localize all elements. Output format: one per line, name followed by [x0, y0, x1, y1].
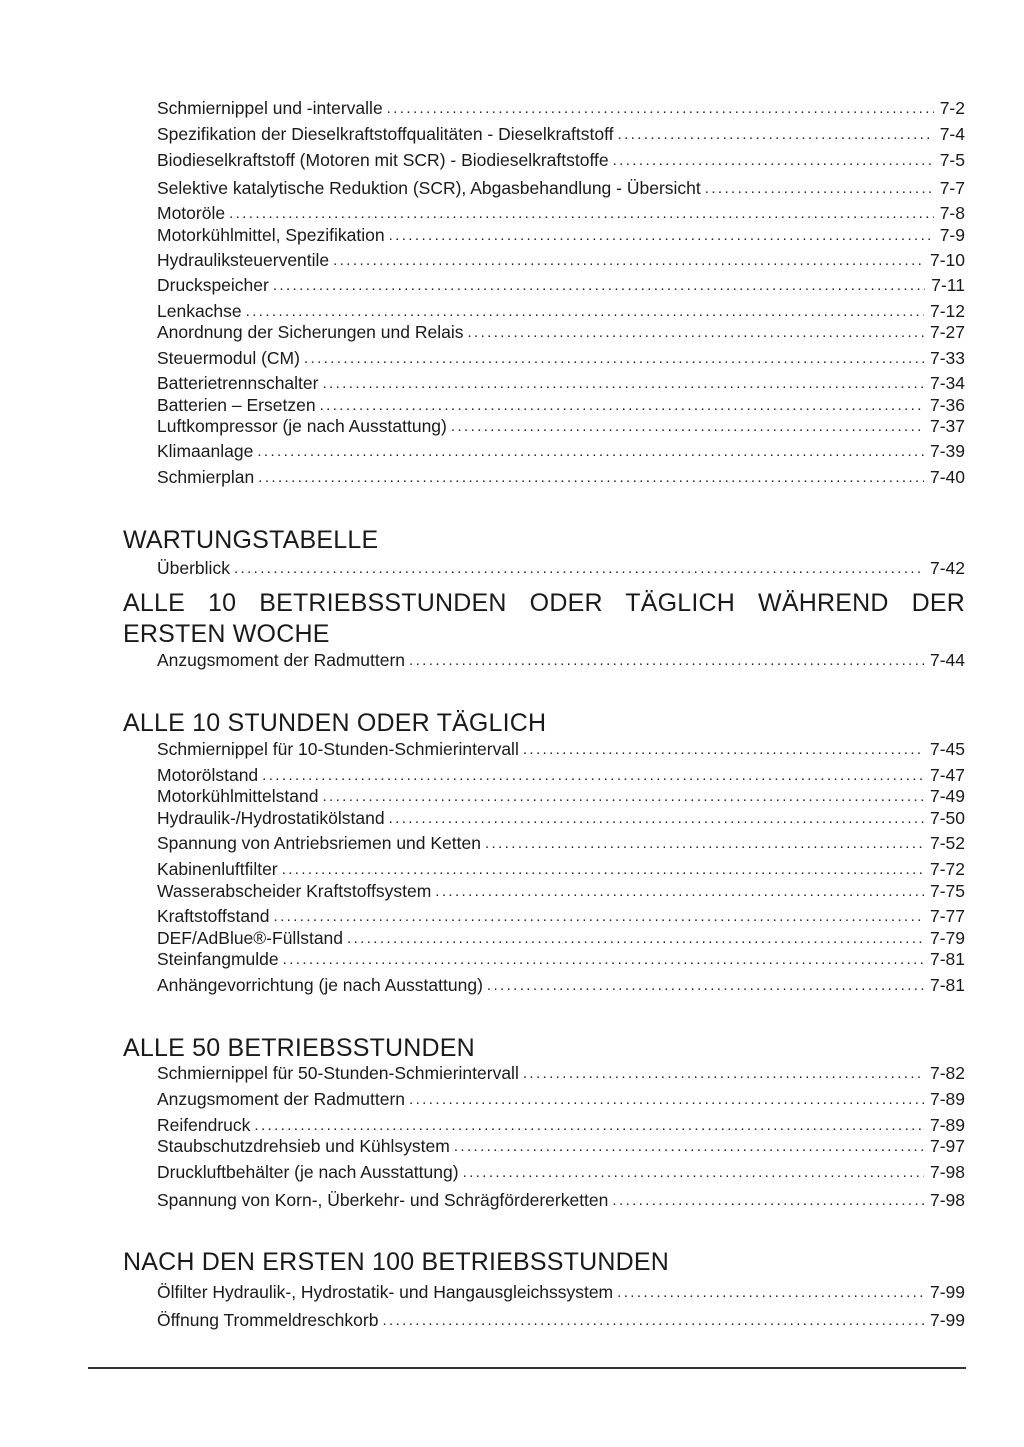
- toc-entry-title: Druckspeicher: [157, 275, 269, 295]
- toc-entry[interactable]: [157, 247, 965, 271]
- toc-entry-page: 7-39: [929, 441, 965, 461]
- leader-dots: [485, 834, 924, 854]
- toc-entry[interactable]: [157, 319, 965, 343]
- toc-entry[interactable]: [157, 1060, 965, 1084]
- leader-dots: [463, 1163, 924, 1183]
- leader-dots: [389, 809, 924, 829]
- toc-entry-title: Steuermodul (CM): [157, 348, 300, 368]
- toc-entry[interactable]: [157, 1307, 965, 1331]
- toc-entry-title: Steinfangmulde: [157, 949, 279, 969]
- toc-entry-title: Wasserabscheider Kraftstoffsystem: [157, 881, 432, 901]
- toc-entry[interactable]: [157, 1279, 965, 1303]
- leader-dots: [333, 251, 924, 271]
- leader-dots: [612, 1191, 924, 1211]
- leader-dots: [257, 442, 924, 462]
- toc-entry-title: Reifendruck: [157, 1115, 251, 1135]
- leader-dots: [613, 151, 934, 171]
- toc-entry-title: Batterien – Ersetzen: [157, 395, 316, 415]
- toc-entry-title: Anzugsmoment der Radmuttern: [157, 1089, 406, 1109]
- leader-dots: [409, 1090, 924, 1110]
- toc-entry[interactable]: [157, 121, 965, 145]
- toc-entry[interactable]: [157, 345, 965, 369]
- toc-entry[interactable]: [157, 222, 965, 246]
- section-heading: NACH DEN ERSTEN 100 BETRIEBSSTUNDEN: [123, 1248, 670, 1276]
- leader-dots: [705, 179, 934, 199]
- leader-dots: [454, 1137, 924, 1157]
- toc-entry-title: Schmiernippel für 50-Stunden-Schmierintervall: [157, 1063, 519, 1083]
- toc-entry-page: 7-81: [929, 975, 965, 995]
- toc-entry[interactable]: [157, 272, 965, 296]
- toc-entry-title: Motoröle: [157, 203, 226, 223]
- footer-rule: [88, 1367, 966, 1369]
- toc-entry-page: 7-77: [929, 906, 965, 926]
- toc-entry-title: Luftkompressor (je nach Ausstattung): [157, 416, 447, 436]
- toc-entry-title: Kabinenluftfilter: [157, 859, 278, 879]
- toc-entry-title: Batterietrennschalter: [157, 373, 319, 393]
- toc-entry-title: Biodieselkraftstoff (Motoren mit SCR) - Biodieselkraftstoffe: [157, 150, 609, 170]
- toc-entry-page: 7-97: [929, 1136, 965, 1156]
- toc-entry-title: Kraftstoffstand: [157, 906, 270, 926]
- toc-entry[interactable]: [157, 1133, 965, 1157]
- toc-entry-page: 7-11: [931, 275, 965, 295]
- toc-entry[interactable]: [157, 413, 965, 437]
- toc-entry-page: 7-50: [929, 808, 965, 828]
- toc-entry-page: 7-40: [929, 467, 965, 487]
- toc-entry-page: 7-8: [939, 203, 965, 223]
- toc-entry-page: 7-44: [929, 650, 965, 670]
- toc-entry-page: 7-89: [929, 1115, 965, 1135]
- toc-entry-title: Druckluftbehälter (je nach Ausstattung): [157, 1162, 459, 1182]
- toc-entry[interactable]: [157, 95, 965, 119]
- toc-entry-page: 7-75: [929, 881, 965, 901]
- toc-entry-page: 7-34: [929, 373, 965, 393]
- leader-dots: [274, 907, 924, 927]
- leader-dots: [322, 374, 923, 394]
- toc-entry-title: Staubschutzdrehsieb und Kühlsystem: [157, 1136, 450, 1156]
- toc-entry-page: 7-98: [929, 1190, 965, 1210]
- toc-entry-page: 7-4: [939, 124, 965, 144]
- toc-entry-title: Schmiernippel und -intervalle: [157, 98, 383, 118]
- toc-entry[interactable]: [157, 856, 965, 880]
- toc-entry[interactable]: [157, 903, 965, 927]
- toc-entry[interactable]: [157, 370, 965, 394]
- toc-entry-page: 7-12: [929, 301, 965, 321]
- toc-entry-page: 7-99: [929, 1310, 965, 1330]
- leader-dots: [451, 417, 924, 437]
- toc-entry-page: 7-98: [929, 1162, 965, 1182]
- leader-dots: [618, 125, 934, 145]
- toc-entry-title: Hydrauliksteuerventile: [157, 250, 330, 270]
- toc-entry-title: Klimaanlage: [157, 441, 254, 461]
- toc-entry-title: Anzugsmoment der Radmuttern: [157, 650, 406, 670]
- toc-entry[interactable]: [157, 783, 965, 807]
- toc-entry-title: Motorkühlmittel, Spezifikation: [157, 225, 385, 245]
- toc-entry-title: Selektive katalytische Reduktion (SCR), Abgasbehandlung - Übersicht: [157, 178, 701, 198]
- toc-entry-title: Anhängevorrichtung (je nach Ausstattung): [157, 975, 483, 995]
- toc-entry-title: Anordnung der Sicherungen und Relais: [157, 322, 464, 342]
- toc-entry-page: 7-36: [929, 395, 965, 415]
- leader-dots: [282, 860, 924, 880]
- leader-dots: [283, 950, 924, 970]
- toc-entry-title: Ölfilter Hydraulik-, Hydrostatik- und Hangausgleichssystem: [157, 1282, 614, 1302]
- toc-entry[interactable]: [157, 647, 965, 671]
- toc-entry[interactable]: [157, 200, 965, 224]
- section-heading: WARTUNGSTABELLE: [123, 526, 379, 554]
- toc-entry-page: 7-81: [929, 949, 965, 969]
- leader-dots: [487, 976, 924, 996]
- toc-entry[interactable]: [157, 464, 965, 488]
- toc-entry-title: Schmiernippel für 10-Stunden-Schmierintervall: [157, 739, 519, 759]
- section-heading: ALLE 10 STUNDEN ODER TÄGLICH: [123, 709, 547, 737]
- leader-dots: [258, 468, 924, 488]
- toc-entry-page: 7-2: [939, 98, 965, 118]
- toc-entry-title: Motorölstand: [157, 765, 259, 785]
- toc-entry-page: 7-89: [929, 1089, 965, 1109]
- toc-entry[interactable]: [157, 438, 965, 462]
- toc-entry-title: Überblick: [157, 558, 230, 578]
- toc-entry-page: 7-7: [939, 178, 965, 198]
- toc-entry[interactable]: [157, 1159, 965, 1183]
- leader-dots: [273, 276, 925, 296]
- toc-entry-page: 7-27: [929, 322, 965, 342]
- leader-dots: [229, 204, 934, 224]
- leader-dots: [382, 1311, 924, 1331]
- toc-entry-page: 7-10: [929, 250, 965, 270]
- leader-dots: [389, 226, 934, 246]
- toc-entry[interactable]: [157, 805, 965, 829]
- toc-entry[interactable]: [157, 175, 965, 199]
- toc-entry-title: Öffnung Trommeldreschkorb: [157, 1310, 379, 1330]
- leader-dots: [234, 559, 924, 579]
- leader-dots: [435, 882, 924, 902]
- toc-entry-title: Spannung von Korn-, Überkehr- und Schrägfördererketten: [157, 1190, 609, 1210]
- leader-dots: [322, 787, 924, 807]
- toc-entry[interactable]: [157, 830, 965, 854]
- leader-dots: [523, 1064, 924, 1084]
- toc-entry-page: 7-82: [929, 1063, 965, 1083]
- toc-entry[interactable]: [157, 972, 965, 996]
- leader-dots: [467, 323, 924, 343]
- toc-entry-page: 7-99: [929, 1282, 965, 1302]
- leader-dots: [304, 349, 924, 369]
- toc-entry-title: Schmierplan: [157, 467, 255, 487]
- leader-dots: [523, 740, 924, 760]
- toc-entry-title: Spannung von Antriebsriemen und Ketten: [157, 833, 481, 853]
- toc-entry-title: Lenkachse: [157, 301, 242, 321]
- leader-dots: [387, 99, 934, 119]
- toc-entry-page: 7-47: [929, 765, 965, 785]
- toc-entry-title: Hydraulik-/Hydrostatikölstand: [157, 808, 385, 828]
- toc-entry-page: 7-72: [929, 859, 965, 879]
- toc-entry-page: 7-42: [929, 558, 965, 578]
- toc-entry[interactable]: [157, 878, 965, 902]
- toc-entry-page: 7-49: [929, 786, 965, 806]
- toc-entry-page: 7-33: [929, 348, 965, 368]
- toc-entry-page: 7-45: [929, 739, 965, 759]
- section-heading: ALLE 10 BETRIEBSSTUNDEN ODER TÄGLICH WÄHREND DER ERSTEN WOCHE: [123, 589, 965, 648]
- toc-entry-page: 7-5: [939, 150, 965, 170]
- leader-dots: [617, 1283, 924, 1303]
- toc-entry-page: 7-79: [929, 928, 965, 948]
- toc-entry-page: 7-9: [939, 225, 965, 245]
- toc-entry-page: 7-37: [929, 416, 965, 436]
- section-heading: ALLE 50 BETRIEBSSTUNDEN: [123, 1034, 475, 1062]
- toc-entry[interactable]: [157, 946, 965, 970]
- toc-entry-title: DEF/AdBlue®-Füllstand: [157, 928, 344, 948]
- toc-entry[interactable]: [157, 555, 965, 579]
- toc-entry-page: 7-52: [929, 833, 965, 853]
- toc-entry[interactable]: [157, 1086, 965, 1110]
- toc-entry-title: Motorkühlmittelstand: [157, 786, 319, 806]
- leader-dots: [409, 651, 924, 671]
- toc-entry-title: Spezifikation der Dieselkraftstoffqualitäten - Dieselkraftstoff: [157, 124, 614, 144]
- toc-entry[interactable]: [157, 736, 965, 760]
- toc-entry[interactable]: [157, 147, 965, 171]
- toc-entry[interactable]: [157, 1187, 965, 1211]
